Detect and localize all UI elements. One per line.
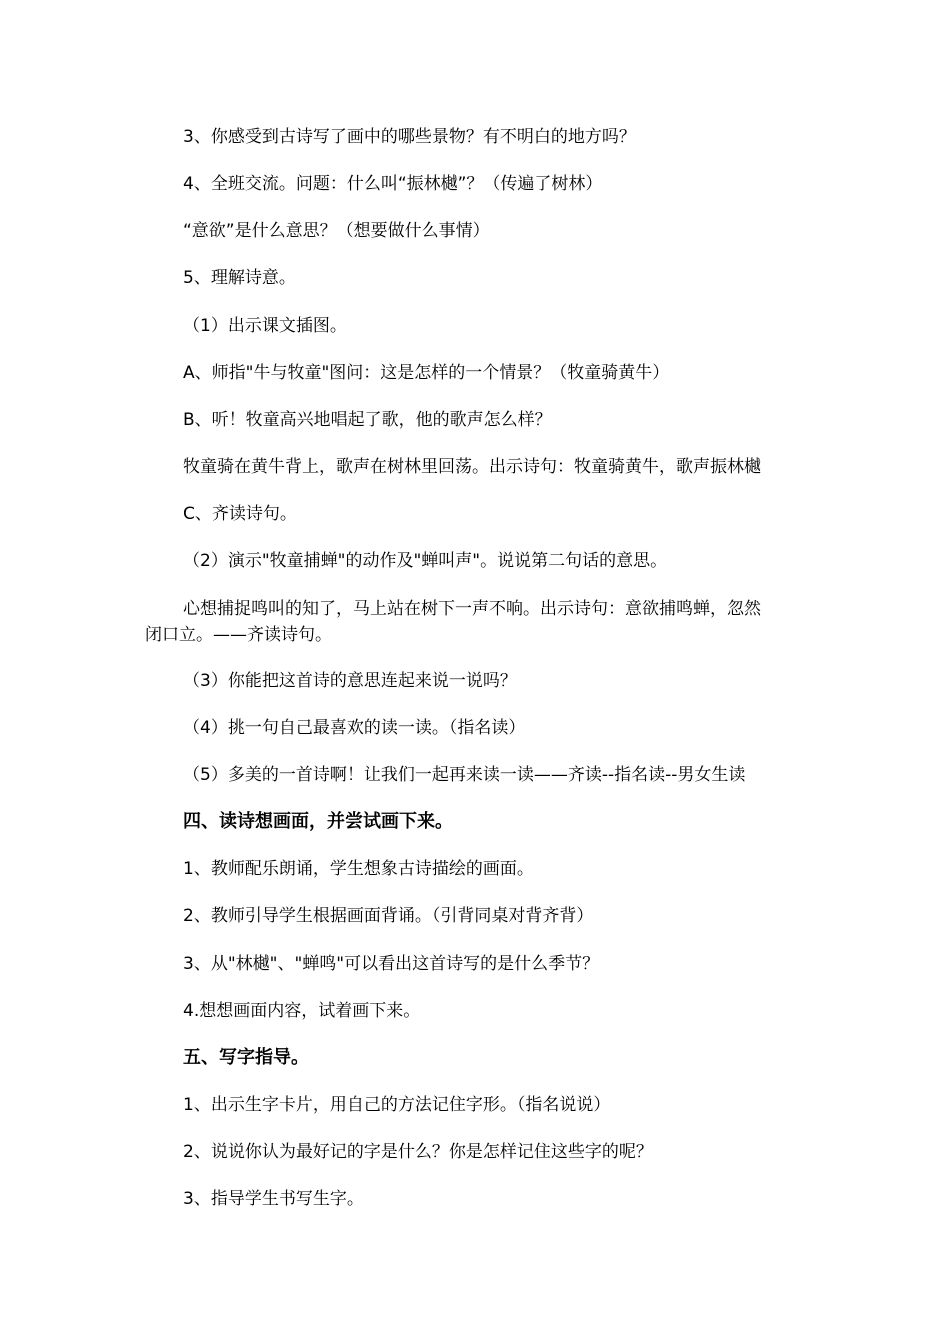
item-a-teacher-points: A、师指"牛与牧童"图问：这是怎样的一个情景？（牧童骑黄牛）: [183, 363, 670, 383]
item-c-read-together: C、齐读诗句。: [183, 504, 297, 524]
item-b-listen: B、听！牧童高兴地唱起了歌，他的歌声怎么样？: [183, 410, 552, 430]
substep-1-show-illustration: （1）出示课文插图。: [183, 316, 347, 336]
paragraph-herdboy-riding: 牧童骑在黄牛背上，歌声在树林里回荡。出示诗句：牧童骑黄牛，歌声振林樾: [183, 457, 761, 477]
section4-item-1: 1、教师配乐朗诵，学生想象古诗描绘的画面。: [183, 859, 534, 879]
question-4-class-discussion: 4、全班交流。问题：什么叫“振林樾”？（传遍了树林）: [183, 174, 603, 194]
paragraph-catch-cicada-line1: 心想捕捉鸣叫的知了，马上站在树下一声不响。出示诗句：意欲捕鸣蝉，忽然: [183, 599, 761, 619]
substep-3-connect-meaning: （3）你能把这首诗的意思连起来说一说吗？: [183, 671, 517, 691]
paragraph-catch-cicada-line2: 闭口立。——齐读诗句。: [145, 625, 332, 645]
section4-item-4: 4.想想画面内容，试着画下来。: [183, 1001, 421, 1021]
section5-item-2: 2、说说你认为最好记的字是什么？你是怎样记住这些字的呢？: [183, 1142, 653, 1162]
section-heading-5: 五、写字指导。: [183, 1047, 309, 1068]
section5-item-1: 1、出示生字卡片，用自己的方法记住字形。（指名说说）: [183, 1095, 611, 1115]
question-yiyu-meaning: “意欲”是什么意思？（想要做什么事情）: [183, 221, 490, 241]
substep-5-read-again: （5）多美的一首诗啊！让我们一起再来读一读——齐读--指名读--男女生读: [183, 765, 746, 785]
substep-4-favorite-line: （4）挑一句自己最喜欢的读一读。（指名读）: [183, 718, 526, 738]
step-5-understand-poem: 5、理解诗意。: [183, 268, 296, 288]
question-3-scenery: 3、你感受到古诗写了画中的哪些景物？有不明白的地方吗？: [183, 127, 636, 147]
substep-2-demonstrate: （2）演示"牧童捕蝉"的动作及"蝉叫声"。说说第二句话的意思。: [183, 551, 668, 571]
section-heading-4: 四、读诗想画面，并尝试画下来。: [183, 811, 453, 832]
section5-item-3: 3、指导学生书写生字。: [183, 1189, 364, 1209]
section4-item-2: 2、教师引导学生根据画面背诵。（引背同桌对背齐背）: [183, 906, 594, 926]
section4-item-3: 3、从"林樾"、"蝉鸣"可以看出这首诗写的是什么季节？: [183, 954, 600, 974]
